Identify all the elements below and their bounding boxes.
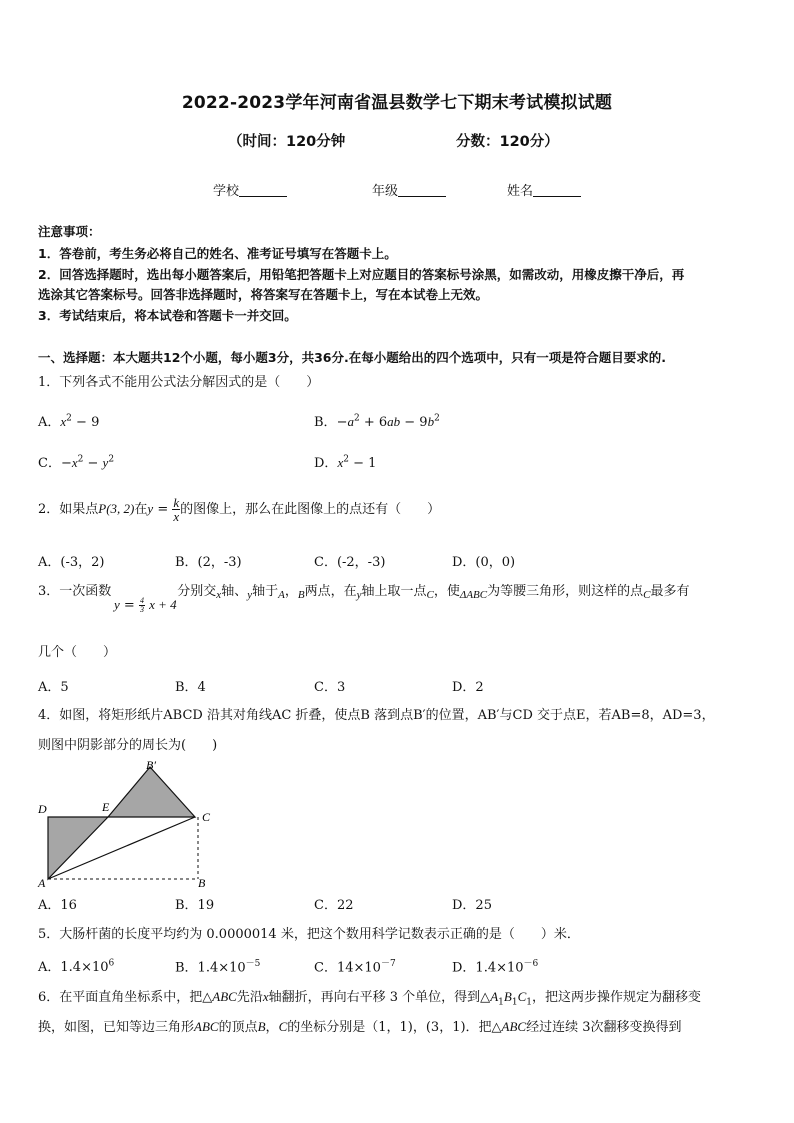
question-2-stem: 2．如果点P(3, 2)在y = $\frac{k}{x}$ 的图像上，那么在此图像上的点还有（ ）: [38, 495, 441, 524]
question-3-option-a: A．5: [38, 680, 69, 695]
question-6-line-2: 换，如图，已知等边三角形ABC的顶点B，C的坐标分别是（1，1)，(3，1)．把△ABC经过连续 3次翻移变换得到: [38, 1019, 682, 1035]
question-1-option-a: A．$x^2 - 9$: [38, 413, 100, 430]
question-5-option-c: C．$14\times 10^{-7}$: [314, 959, 396, 976]
name-blank: [533, 184, 581, 197]
label-e: E: [102, 800, 110, 814]
question-1-option-c: C．$-x^2 - y^2$: [38, 454, 115, 471]
question-3-option-d: D．2: [452, 680, 484, 695]
question-2-option-b: B．(2，-3): [175, 555, 242, 570]
grade-blank: [398, 184, 446, 197]
question-2-option-a: A．(-3，2): [38, 555, 105, 570]
question-4-line-1: 4．如图，将矩形纸片ABCD 沿其对角线AC 折叠，使点B 落到点B′的位置，AB′与CD 交于点E，若AB=8，AD=3，: [38, 708, 715, 723]
school-label: 学校: [213, 184, 240, 199]
question-2-option-d: D．(0，0): [452, 555, 516, 570]
label-a: A: [38, 876, 46, 890]
question-6-line-1: 6．在平面直角坐标系中，把△ABC先沿x轴翻折，再向右平移 3 个单位，得到$\triangle A_1B_1C_1$，把这两步操作规定为翻移变: [38, 989, 701, 1008]
grade-label: 年级: [372, 184, 399, 199]
question-5-option-d: D．$1.4\times 10^{-6}$: [452, 959, 539, 976]
question-5-option-a: A．$1.4\times 10^6$: [38, 958, 115, 975]
question-3-option-b: B．4: [175, 680, 206, 695]
school-field: [213, 180, 287, 199]
question-1-option-d: D．$x^2 - 1$: [314, 454, 377, 471]
question-4-figure: [30, 755, 230, 890]
question-4-line-2: 则图中阴影部分的周长为( ): [38, 738, 218, 753]
label-d: D: [38, 802, 47, 816]
name-field: [507, 180, 581, 199]
question-3-continuation: 几个（ ）: [38, 645, 117, 660]
question-2-option-c: C．(-2，-3): [314, 555, 386, 570]
shaded-triangle-eb-prime-c: [108, 767, 195, 817]
question-1-option-b: B．$-a^2 + 6ab - 9b^2$: [314, 413, 440, 430]
question-1-stem: 1．下列各式不能用公式法分解因式的是（ ）: [38, 375, 320, 390]
question-3-stem: 3．一次函数 分别交$_x$轴、$_y$轴于$_A$，$_B$两点，在$_y$轴上取一点$_C$，使$_{\Delta ABC}$为等腰三角形，则这样的点$_C$最多有: [38, 584, 690, 601]
question-5-stem: 5．大肠杆菌的长度平均约为 0.0000014 米，把这个数用科学记数表示正确的是（ ）米．: [38, 927, 580, 942]
exam-time: （时间：120分钟: [228, 134, 346, 150]
label-b-prime: B′: [146, 758, 156, 772]
name-label: 姓名: [507, 184, 534, 199]
question-4-option-b: B．19: [175, 898, 215, 913]
page-title: 2022-2023学年河南省温县数学七下期末考试模拟试题: [181, 93, 613, 113]
question-5-option-b: B．$1.4\times 10^{-5}$: [175, 959, 261, 976]
question-3-option-c: C．3: [314, 680, 346, 695]
shaded-triangle-ade: [48, 817, 108, 879]
fraction-k-over-x: $\frac{k}{x}$: [173, 495, 180, 524]
notice-line-2b: 选涂其它答案标号。回答非选择题时，将答案写在答题卡上，写在本试卷上无效。: [38, 287, 489, 302]
notice-line-1: 1．答卷前，考生务必将自己的姓名、准考证号填写在答题卡上。: [38, 246, 397, 261]
question-4-option-c: C．22: [314, 898, 354, 913]
notice-line-2a: 2．回答选择题时，选出每小题答案后，用铅笔把答题卡上对应题目的答案标号涂黑，如需改动，用橡皮擦干净后，再: [38, 267, 685, 282]
school-blank: [239, 184, 287, 197]
grade-field: [372, 180, 446, 199]
question-4-option-a: A．16: [38, 898, 77, 913]
question-3-function: y = $\frac{4}{3}$ x + 4: [114, 596, 177, 614]
notice-title: 注意事项：: [38, 224, 101, 239]
exam-score: 分数：120分）: [456, 134, 559, 150]
section-heading: 一、选择题：本大题共12个小题，每小题3分，共36分.在每小题给出的四个选项中，只有一项是符合题目要求的.: [38, 350, 666, 365]
fraction-4-over-3: $\frac{4}{3}$: [139, 596, 144, 614]
question-4-option-d: D．25: [452, 898, 492, 913]
label-b: B: [198, 876, 206, 890]
label-c: C: [202, 810, 211, 824]
notice-line-3: 3．考试结束后，将本试卷和答题卡一并交回。: [38, 308, 297, 323]
